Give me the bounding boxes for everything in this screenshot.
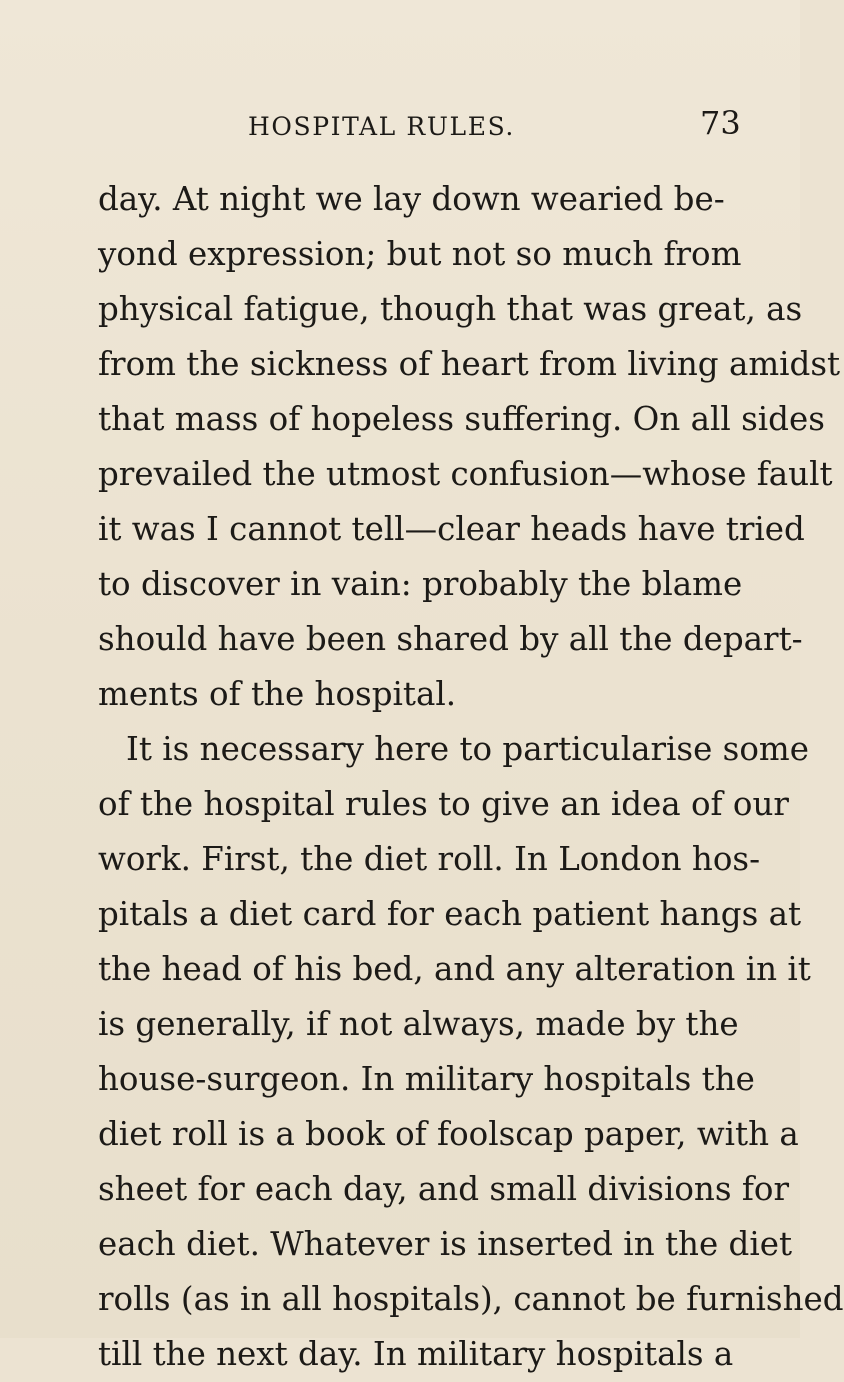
- paragraph-start-line: It is necessary here to particularise some: [126, 730, 809, 768]
- text-line: house-surgeon. In military hospitals the: [98, 1060, 755, 1098]
- text-line: diet roll is a book of foolscap paper, with a: [98, 1115, 799, 1153]
- text-line: the head of his bed, and any alteration in it: [98, 950, 811, 988]
- text-line: of the hospital rules to give an idea of our: [98, 785, 789, 823]
- text-line: it was I cannot tell—clear heads have tried: [98, 510, 805, 548]
- text-line: work. First, the diet roll. In London hos-: [98, 840, 761, 878]
- text-line: rolls (as in all hospitals), cannot be furnished: [98, 1280, 844, 1318]
- text-line: should have been shared by all the depart-: [98, 620, 803, 658]
- text-line: pitals a diet card for each patient hangs at: [98, 895, 802, 933]
- text-line: to discover in vain: probably the blame: [98, 565, 743, 603]
- page-number: 73: [700, 104, 741, 142]
- running-title: HOSPITAL RULES.: [248, 112, 515, 141]
- text-line: physical fatigue, though that was great, as: [98, 290, 803, 328]
- text-line: day. At night we lay down wearied be-: [98, 180, 725, 218]
- text-line: till the next day. In military hospitals a: [98, 1335, 734, 1373]
- running-head: [0, 104, 800, 152]
- text-line: each diet. Whatever is inserted in the diet: [98, 1225, 793, 1263]
- text-line: is generally, if not always, made by the: [98, 1005, 739, 1043]
- body-text: [98, 172, 844, 1382]
- text-line: that mass of hopeless suffering. On all sides: [98, 400, 825, 438]
- text-line: sheet for each day, and small divisions for: [98, 1170, 789, 1208]
- text-line: yond expression; but not so much from: [98, 235, 742, 273]
- paragraph-end-line: ments of the hospital.: [98, 675, 457, 713]
- text-line: prevailed the utmost confusion—whose fault: [98, 455, 833, 493]
- text-line: from the sickness of heart from living amidst: [98, 345, 841, 383]
